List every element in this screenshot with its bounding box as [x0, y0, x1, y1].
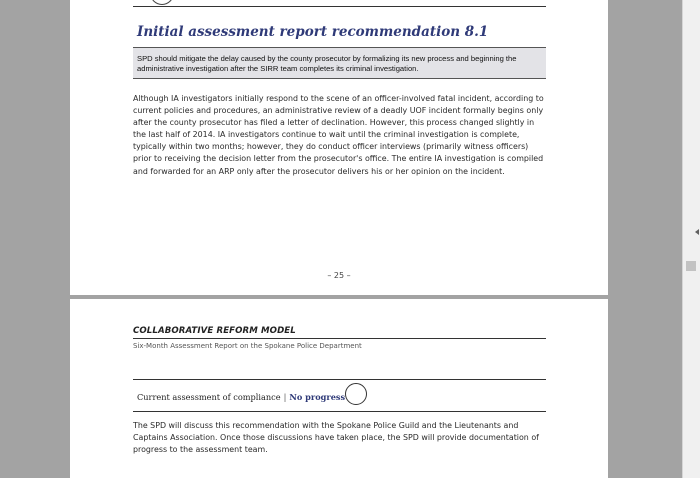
compliance-bottom-rule [133, 411, 546, 412]
recommendation-text: SPD should mitigate the delay caused by the county prosecutor by formalizing its new process and beginning the administrative investigation after the SIRR team completes its criminal investigation. [137, 54, 517, 73]
compliance-status [137, 392, 345, 402]
recommendation-box [133, 47, 546, 79]
compliance-separator: | [283, 392, 287, 402]
compliance-top-rule [133, 379, 546, 380]
scroll-thumb[interactable] [686, 261, 696, 271]
running-title: COLLABORATIVE REFORM MODEL [133, 326, 296, 336]
document-page-26 [70, 299, 608, 478]
running-subtitle: Six-Month Assessment Report on the Spokane Police Department [133, 342, 362, 350]
recommendation-title: Initial assessment report recommendation 8.1 [137, 24, 489, 40]
status-circle-partial [150, 0, 174, 5]
body-paragraph: Although IA investigators initially respond to the scene of an officer-involved fatal incident, according to current policies and procedures, an administrative review of a deadly UOF incident formally begins only after the county prosecutor has filed a letter of declination. However, this process changed slightly in the last half of 2014. IA investigators continue to wait until the criminal investigation is complete, typically within two months; however, they do conduct officer interviews (primarily witness officers) prior to receiving the decision letter from the prosecutor's office. The entire IA investigation is compiled and forwarded for an ARP only after the prosecutor delivers his or her opinion on the incident. [133, 94, 544, 176]
status-circle-icon [345, 383, 367, 405]
page-number: – 25 – [327, 271, 351, 280]
scroll-left-arrow-icon[interactable] [695, 229, 699, 235]
body-text [133, 93, 547, 178]
compliance-value: No progress [289, 392, 346, 402]
body-paragraph: The SPD will discuss this recommendation with the Spokane Police Guild and the Lieutenants and Captains Association. Once those discussions have taken place, the SPD will provide documentation of progress to the assessment team. [133, 421, 539, 455]
header-divider [133, 338, 546, 339]
compliance-label: Current assessment of compliance [137, 392, 281, 402]
divider [133, 6, 546, 7]
body-text [133, 420, 547, 456]
document-page-25 [70, 0, 608, 295]
vertical-scrollbar[interactable] [682, 0, 700, 478]
